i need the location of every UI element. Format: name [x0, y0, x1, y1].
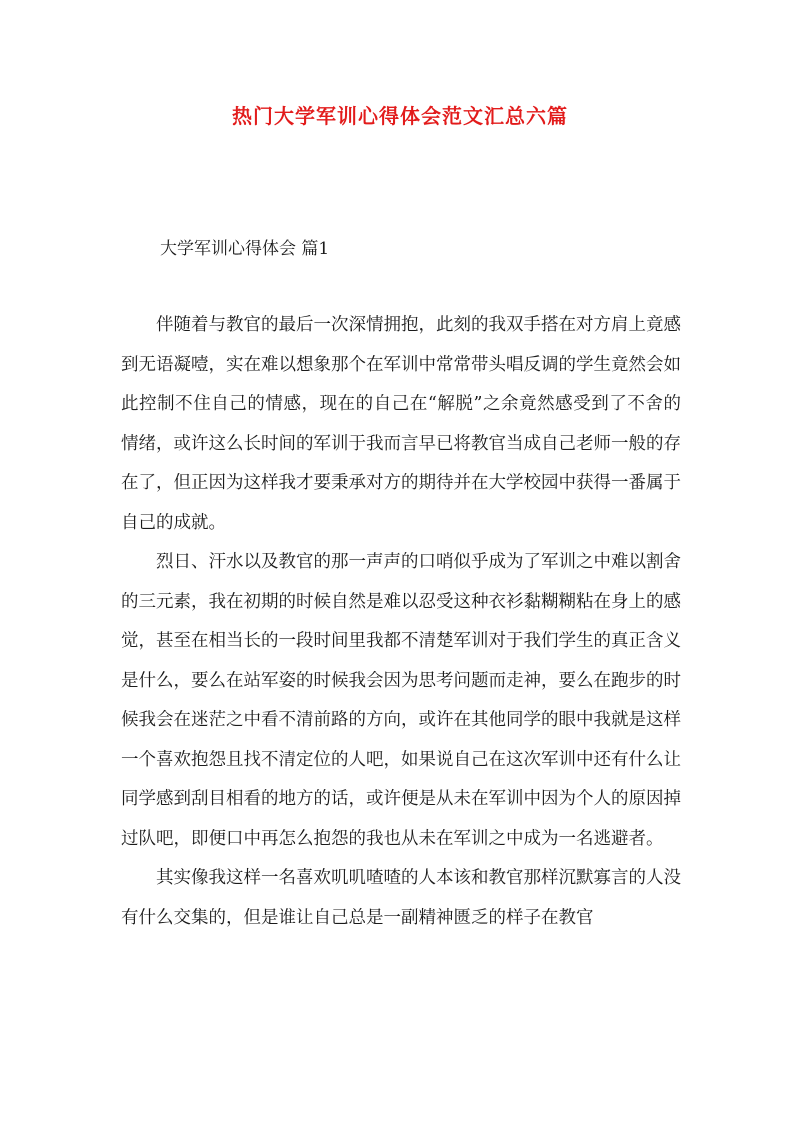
paragraph: 烈日、汗水以及教官的那一声声的口哨似乎成为了军训之中难以割舍的三元素，我在初期的时候自然是难以忍受这种衣衫黏糊糊粘在身上的感觉，甚至在相当长的一段时间里我都不清楚军训对于我们学生的真正含义是什么，要么在站军姿的时候我会因为思考问题而走神，要么在跑步的时候我会在迷茫之中看不清前路的方向，或许在其他同学的眼中我就是这样一个喜欢抱怨且找不清定位的人吧，如果说自己在这次军训中还有什么让同学感到刮目相看的地方的话，或许便是从未在军训中因为个人的原因掉过队吧，即便口中再怎么抱怨的我也从未在军训之中成为一名逃避者。: [121, 552, 681, 849]
section-heading: 大学军训心得体会 篇1: [160, 239, 330, 259]
paragraph: 伴随着与教官的最后一次深情拥抱，此刻的我双手搭在对方肩上竟感到无语凝噎，实在难以想象那个在军训中常常带头唱反调的学生竟然会如此控制不住自己的情感，现在的自己在“解脱”之余竟然感受到了不舍的情绪，或许这么长时间的军训于我而言早已将教官当成自己老师一般的存在了，但正因为这样我才要秉承对方的期待并在大学校园中获得一番属于自己的成就。: [121, 315, 681, 533]
paragraph: 其实像我这样一名喜欢叽叽喳喳的人本该和教官那样沉默寡言的人没有什么交集的，但是谁让自己总是一副精神匮乏的样子在教官: [121, 868, 681, 928]
document-body: [121, 306, 681, 938]
document-title: 热门大学军训心得体会范文汇总六篇: [232, 104, 568, 128]
